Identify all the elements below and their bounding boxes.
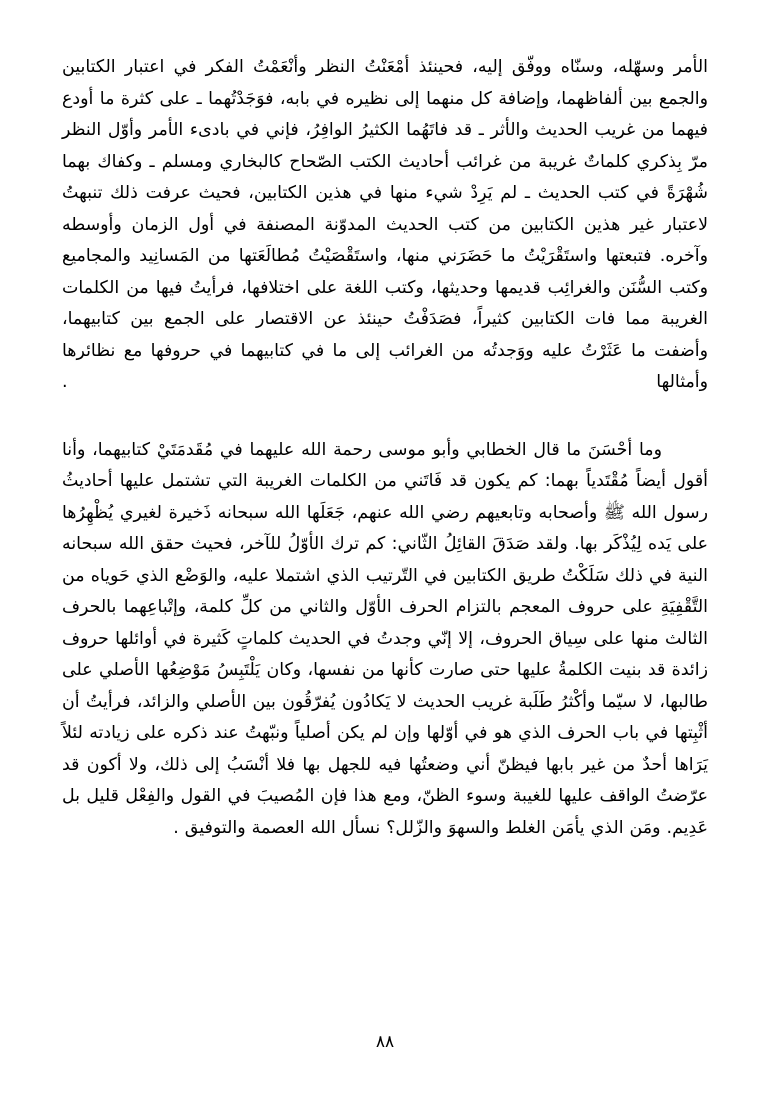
page-body xyxy=(62,52,708,844)
paragraph-2: وما أحْسَنَ ما قال الخطابي وأبو موسى رحمة الله عليهما في مُقَدمَتَيْ كتابيهما، وأنا أقول أيضاً مُقْتَدياً بهما: كم يكون قد فَاتَني من الكلمات الغريبة التي تشتمل عليها أحاديثُ رسول الله ﷺ وأصحابه وتابعيهم رضي الله عنهم، جَعَلَها الله سبحانه ذَخيرة لغيري يُظْهِرُها على يَده لِيُذْكَر بها. ولقد صَدَقَ القائِلُ الثّاني: كم ترك الأوّلُ للآخر، فحيث حقق الله سبحانه النية في ذلك سَلَكْتُ طريق الكتابين في التّرتيب الذي اشتملا عليه، والوَضْع الذي حَوياه من التَّقْفِيَةِ على حروف المعجم بالتزام الحرف الأوّل والثاني من كلِّ كلمة، وإتْباعِهما بالحرف الثالث منها على سِياق الحروف، إلا إنّي وجدتُ في الحديث كلماتٍ كَثيرة في أوائلها حروف زائدة قد بنيت الكلمةُ عليها حتى صارت كأنها من نفسها، وكان يَلْتَبِسُ مَوْضِعُها الأصلي على طالبها، لا سيّما وأكْثرُ طَلَبة غريب الحديث لا يَكادُون يُفرّقُون بين الأصلي والزائد، فرأيتُ أن أثْبِتها في باب الحرف الذي هو في أوّلها وإن لم يكن أصلياً ونبّهتُ عند ذكره على زيادته لئلاً يَرَاها أحدٌ من غير بابها فيظنّ أني وضعتُها فيه للجهل بها فلا أنْسَبُ إلى ذلك، ولا أكون قد عرّضتُ الواقف عليها للغيبة وسوء الظنّ، ومع هذا فإن المُصيبَ في القول والفِعْل قليل بل عَدِيم. ومَن الذي يأمَن الغلط والسهوَ والزّلل؟ نسأل الله العصمة والتوفيق . xyxy=(62,439,708,838)
page-number: ٨٨ xyxy=(375,1032,395,1052)
paragraph-separator xyxy=(62,399,708,435)
page-spacer xyxy=(62,844,708,1032)
paragraph-1: الأمر وسهّله، وسنّاه ووفّق إليه، فحينئذ أمْعَنْتُ النظر وأنْعَمْتُ الفكر في اعتبار الكتابين والجمع بين ألفاظهما، وإضافة كل منهما إلى نظيره في بابه، فوَجَدْتُهما ـ على كثرة ما أودع فيهما من غريب الحديث والأثر ـ قد فاتَهُما الكثيرُ الوافِرُ، فإني في بادىء الأمر وأوّل النظر مرّ بِذكري كلماتٌ غريبة من غرائب أحاديث الكتب الصّحاح كالبخاري ومسلم ـ وكفاك بهما شُهْرَةً في كتب الحديث ـ لم يَرِدْ شيء منها في هذين الكتابين، فحيث عرفت ذلك تنبهتُ لاعتبار غير هذين الكتابين من كتب الحديث المدوّنة المصنفة في أول الزمان وأوسطه وآخره. فتبعتها واستَقْرَيْتُ ما حَضَرَني منها، واستَقْصَيْتُ مُطالَعَتها من المَسانِيد والمجاميع وكتب السُّنَن والغرائِب قديمها وحديثها، وكتب اللغة على اختلافها، فرأيتُ فيها من الكلمات الغريبة مما فات الكتابين كثيراً، فصَدَفْتُ حينئذ عن الاقتصار على الجمع بين كتابيهما، وأضفت ما عَثَرْتُ عليه ووَجدتُه من الغرائب إلى ما في كتابيهما في حروفها مع نظائرها وأمثالها . xyxy=(62,57,708,392)
